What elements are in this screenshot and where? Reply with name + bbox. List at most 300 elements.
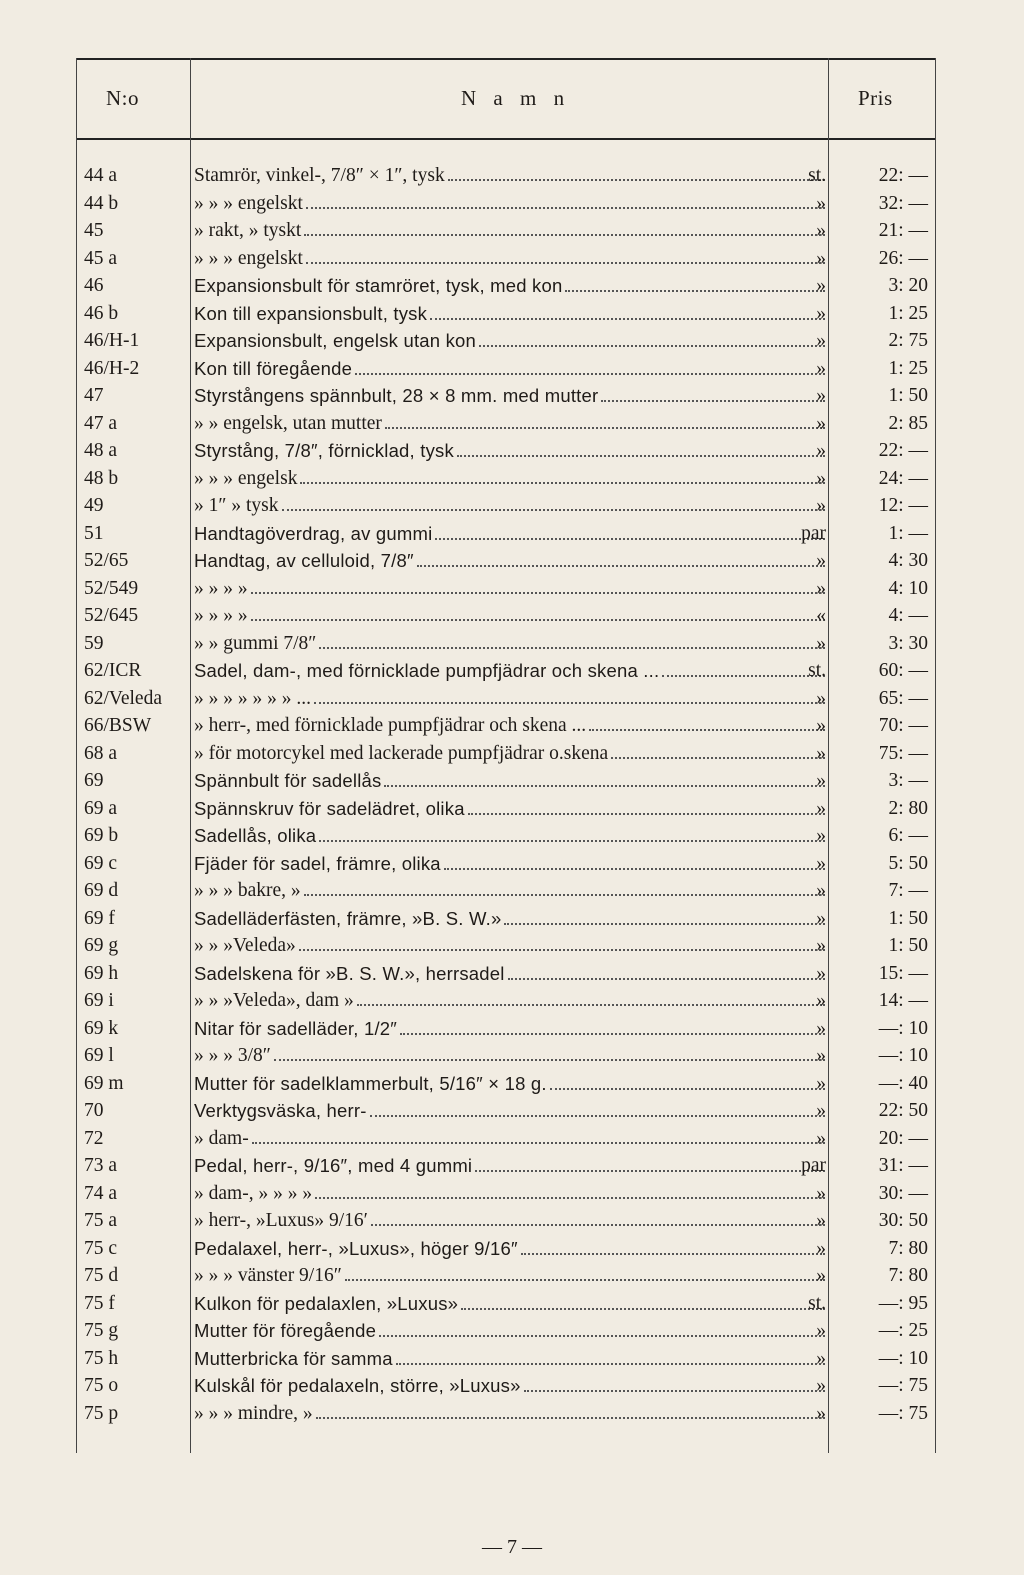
table-row: [76, 602, 936, 630]
dot-leader: [601, 400, 825, 402]
item-description-cell: [194, 1125, 828, 1153]
item-description-cell: [194, 1207, 828, 1235]
dot-leader: [430, 318, 825, 320]
dot-leader: [417, 565, 825, 567]
item-unit: »: [816, 247, 826, 269]
item-description-cell: [194, 520, 828, 548]
item-description: Spännskruv för sadelädret, olika: [194, 797, 465, 819]
item-description: » » » » » » » ...: [194, 687, 311, 709]
item-price: 65: —: [878, 687, 928, 709]
dot-leader: [274, 1059, 825, 1061]
item-description: Pedalaxel, herr-, »Luxus», höger 9/16″: [194, 1237, 518, 1259]
item-unit: »: [816, 220, 826, 241]
item-description: » » »Veleda», dam »: [194, 990, 354, 1011]
item-unit: »: [816, 687, 826, 709]
dot-leader: [611, 757, 825, 759]
table-row: [76, 795, 936, 823]
item-description: Mutterbricka för samma: [194, 1347, 393, 1369]
item-description: Sadelläderfästen, främre, »B. S. W.»: [194, 907, 502, 929]
item-unit: »: [816, 1045, 826, 1066]
item-number: 46/H-2: [84, 357, 140, 379]
item-unit: st.: [808, 660, 826, 681]
item-number: 69 c: [84, 852, 118, 874]
item-number: 75 a: [84, 1210, 118, 1231]
item-description-cell: [194, 355, 828, 383]
item-description-cell: [194, 300, 828, 328]
item-number: 49: [84, 495, 104, 516]
table-row: [76, 960, 936, 988]
item-description-cell: [194, 767, 828, 795]
item-number: 69 k: [84, 1017, 119, 1039]
item-unit: par: [801, 522, 826, 544]
item-unit: »: [816, 1347, 826, 1369]
dot-leader: [371, 1224, 825, 1226]
item-unit: »: [816, 550, 826, 571]
item-description-cell: [194, 547, 828, 575]
item-description: » herr-, med förnicklade pumpfjädrar och skena ...: [194, 715, 587, 736]
header-number: N:o: [106, 86, 139, 110]
item-number: 62/ICR: [84, 660, 142, 681]
item-price: 4: 10: [888, 577, 928, 599]
item-number: 45: [84, 220, 104, 241]
item-number: 75 g: [84, 1320, 119, 1341]
item-description: Nitar för sadelläder, 1/2″: [194, 1017, 398, 1039]
dot-leader: [457, 455, 825, 457]
top-rule: [76, 58, 936, 60]
item-description: » » »Veleda»: [194, 935, 296, 956]
item-price: 1: 50: [888, 907, 928, 929]
table-row: [76, 327, 936, 355]
item-description-cell: [194, 1235, 828, 1263]
item-price: 6: —: [888, 825, 928, 846]
dot-leader: [357, 1004, 825, 1006]
item-description-cell: [194, 1400, 828, 1428]
item-unit: «: [816, 605, 826, 626]
dot-leader: [306, 207, 825, 209]
header-rule: [76, 138, 936, 140]
item-description-cell: [194, 657, 828, 685]
item-description-cell: [194, 630, 828, 658]
item-description-cell: [194, 410, 828, 438]
item-description: » » » »: [194, 577, 248, 599]
item-description-cell: [194, 382, 828, 410]
item-price: —: 40: [878, 1072, 928, 1094]
dot-leader: [475, 1170, 825, 1172]
dot-leader: [435, 538, 825, 540]
dot-leader: [319, 840, 825, 842]
item-unit: »: [816, 357, 826, 379]
dot-leader: [252, 1142, 825, 1144]
dot-leader: [355, 373, 825, 375]
item-number: 59: [84, 632, 104, 654]
item-number: 75 c: [84, 1237, 118, 1259]
table-row: [76, 300, 936, 328]
item-number: 69 m: [84, 1072, 124, 1094]
item-price: 3: —: [888, 770, 928, 791]
item-price: 12: —: [878, 495, 928, 516]
item-description: » dam-: [194, 1127, 249, 1149]
dot-leader: [521, 1253, 825, 1255]
dot-leader: [306, 262, 825, 264]
item-unit: »: [816, 1127, 826, 1149]
table-row: [76, 1372, 936, 1400]
item-price: —: 75: [878, 1375, 928, 1396]
item-description: Sadellås, olika: [194, 825, 317, 846]
item-description-cell: [194, 740, 828, 768]
item-price: 4: —: [888, 605, 928, 626]
item-number: 70: [84, 1100, 104, 1121]
item-unit: »: [816, 1265, 826, 1286]
table-row: [76, 767, 936, 795]
item-description-cell: [194, 1070, 828, 1098]
table-row: [76, 987, 936, 1015]
dot-leader: [589, 729, 825, 731]
table-row: [76, 1235, 936, 1263]
item-price: 75: —: [878, 742, 928, 764]
item-number: 44 a: [84, 165, 118, 186]
item-unit: »: [816, 330, 826, 351]
item-number: 72: [84, 1127, 104, 1149]
item-price: —: 25: [878, 1320, 928, 1341]
item-number: 52/645: [84, 605, 139, 626]
item-description: Kon till föregående: [194, 357, 353, 379]
table-row: [76, 1207, 936, 1235]
dot-leader: [370, 1115, 825, 1117]
item-description: Pedal, herr-, 9/16″, med 4 gummi: [194, 1155, 473, 1176]
item-description: » » » engelsk: [194, 467, 298, 489]
dot-leader: [565, 290, 825, 292]
item-number: 69 a: [84, 797, 118, 819]
table-row: [76, 437, 936, 465]
item-number: 69 g: [84, 935, 119, 956]
dot-leader: [379, 1335, 825, 1337]
dot-leader: [314, 702, 825, 704]
item-unit: »: [816, 1320, 826, 1341]
item-unit: »: [816, 192, 826, 214]
item-number: 45 a: [84, 247, 118, 269]
item-number: 52/65: [84, 550, 129, 571]
item-description: Sadelskena för »B. S. W.», herrsadel: [194, 962, 505, 984]
dot-leader: [461, 1308, 825, 1310]
item-number: 74 a: [84, 1182, 118, 1204]
item-number: 75 p: [84, 1402, 119, 1424]
item-price: 1: 50: [888, 935, 928, 956]
item-unit: »: [816, 797, 826, 819]
dot-leader: [444, 868, 825, 870]
item-description-cell: [194, 1152, 828, 1180]
item-description: » » » 3/8″: [194, 1045, 271, 1066]
item-description-cell: [194, 1290, 828, 1318]
item-unit: »: [816, 1072, 826, 1094]
item-description-cell: [194, 1097, 828, 1125]
item-unit: »: [816, 577, 826, 599]
dot-leader: [479, 345, 825, 347]
item-description: Handtagöverdrag, av gummi: [194, 522, 433, 544]
item-unit: »: [816, 275, 826, 296]
item-number: 75 f: [84, 1292, 115, 1314]
item-price: 14: —: [878, 990, 928, 1011]
table-row: [76, 1042, 936, 1070]
item-price: 1: 25: [888, 302, 928, 324]
item-description-cell: [194, 245, 828, 273]
item-unit: »: [816, 742, 826, 764]
item-description: Expansionsbult, engelsk utan kon: [194, 330, 477, 351]
item-price: 31: —: [878, 1155, 928, 1176]
item-number: 75 h: [84, 1347, 119, 1369]
item-price: —: 10: [878, 1045, 928, 1066]
item-unit: »: [816, 467, 826, 489]
item-number: 51: [84, 522, 104, 544]
item-description: » » » engelskt: [194, 247, 303, 269]
item-price: 1: 50: [888, 385, 928, 406]
item-description-cell: [194, 1317, 828, 1345]
item-number: 69 d: [84, 880, 119, 901]
dot-leader: [384, 785, 825, 787]
item-description-cell: [194, 217, 828, 245]
item-description-cell: [194, 1262, 828, 1290]
table-row: [76, 850, 936, 878]
dot-leader: [304, 234, 825, 236]
item-description-cell: [194, 492, 828, 520]
item-description-cell: [194, 272, 828, 300]
header-price: Pris: [858, 86, 893, 110]
table-row: [76, 1015, 936, 1043]
item-number: 69: [84, 770, 104, 791]
table-row: [76, 1290, 936, 1318]
table-row: [76, 1097, 936, 1125]
item-price: 5: 50: [888, 852, 928, 874]
table-row: [76, 1317, 936, 1345]
item-number: 44 b: [84, 192, 119, 214]
item-price: 2: 75: [888, 330, 928, 351]
page-number: — 7 —: [482, 1536, 542, 1558]
table-row: [76, 630, 936, 658]
item-unit: »: [816, 632, 826, 654]
item-description: » » » bakre, »: [194, 880, 301, 901]
item-unit: »: [816, 990, 826, 1011]
table-body: [76, 162, 936, 1427]
item-price: 15: —: [878, 962, 928, 984]
item-description: Handtag, av celluloid, 7/8″: [194, 550, 414, 571]
header-name: N a m n: [461, 86, 571, 110]
dot-leader: [304, 894, 825, 896]
item-unit: »: [816, 770, 826, 791]
item-number: 66/BSW: [84, 715, 152, 736]
item-unit: »: [816, 440, 826, 461]
dot-leader: [524, 1390, 825, 1392]
item-price: 1: 25: [888, 357, 928, 379]
item-number: 52/549: [84, 577, 139, 599]
item-unit: »: [816, 385, 826, 406]
item-description: Styrstångens spännbult, 28 × 8 mm. med mutter: [194, 385, 599, 406]
item-unit: »: [816, 935, 826, 956]
item-description-cell: [194, 795, 828, 823]
item-price: 20: —: [878, 1127, 928, 1149]
item-price: 70: —: [878, 715, 928, 736]
item-number: 47 a: [84, 412, 118, 434]
dot-leader: [508, 978, 825, 980]
table-row: [76, 1152, 936, 1180]
dot-leader: [468, 813, 825, 815]
table-row: [76, 465, 936, 493]
item-price: 3: 30: [888, 632, 928, 654]
item-description-cell: [194, 1372, 828, 1400]
item-description-cell: [194, 960, 828, 988]
table-row: [76, 1180, 936, 1208]
dot-leader: [319, 647, 825, 649]
item-number: 75 o: [84, 1375, 119, 1396]
item-description-cell: [194, 905, 828, 933]
table-row: [76, 245, 936, 273]
dot-leader: [251, 592, 825, 594]
dot-leader: [400, 1033, 825, 1035]
item-unit: »: [816, 825, 826, 846]
item-price: 24: —: [878, 467, 928, 489]
table-row: [76, 877, 936, 905]
item-description: » rakt, » tyskt: [194, 220, 302, 241]
item-unit: st.: [808, 165, 826, 186]
item-description: Kulskål för pedalaxeln, större, »Luxus»: [194, 1375, 521, 1396]
item-unit: »: [816, 1210, 826, 1231]
item-number: 69 i: [84, 990, 114, 1011]
item-unit: »: [816, 852, 826, 874]
item-unit: »: [816, 302, 826, 324]
dot-leader: [504, 923, 825, 925]
item-description-cell: [194, 1345, 828, 1373]
item-number: 69 l: [84, 1045, 114, 1066]
item-description: Sadel, dam-, med förnicklade pumpfjädrar och skena ...: [194, 660, 660, 681]
item-description-cell: [194, 162, 828, 190]
item-description-cell: [194, 1015, 828, 1043]
item-price: —: 75: [878, 1402, 928, 1424]
item-number: 46: [84, 275, 104, 296]
item-description-cell: [194, 712, 828, 740]
item-price: 3: 20: [888, 275, 928, 296]
item-number: 48 a: [84, 440, 118, 461]
item-description: Mutter för sadelklammerbult, 5/16″ × 18 g.: [194, 1072, 547, 1094]
dot-leader: [448, 179, 825, 181]
item-description: Fjäder för sadel, främre, olika: [194, 852, 441, 874]
price-list-table: [76, 58, 936, 1538]
item-description-cell: [194, 987, 828, 1015]
table-row: [76, 217, 936, 245]
table-row: [76, 1400, 936, 1428]
dot-leader: [550, 1088, 825, 1090]
item-description: Expansionsbult för stamröret, tysk, med kon: [194, 275, 563, 296]
table-row: [76, 905, 936, 933]
dot-leader: [396, 1363, 825, 1365]
item-unit: »: [816, 1100, 826, 1121]
item-price: 2: 85: [888, 412, 928, 434]
item-description: Stamrör, vinkel-, 7/8″ × 1″, tysk: [194, 165, 445, 186]
item-number: 75 d: [84, 1265, 119, 1286]
item-description-cell: [194, 685, 828, 713]
item-description: » » engelsk, utan mutter: [194, 412, 382, 434]
item-price: 7: 80: [888, 1265, 928, 1286]
item-number: 69 b: [84, 825, 119, 846]
dot-leader: [385, 427, 825, 429]
item-price: —: 10: [878, 1347, 928, 1369]
item-description-cell: [194, 1180, 828, 1208]
item-description: » » » engelskt: [194, 192, 303, 214]
dot-leader: [300, 482, 825, 484]
item-description: » 1″ » tysk: [194, 495, 279, 516]
item-price: 60: —: [878, 660, 928, 681]
item-unit: »: [816, 1237, 826, 1259]
item-description: » för motorcykel med lackerade pumpfjädrar o.skena: [194, 742, 609, 764]
item-description: » herr-, »Luxus» 9/16′: [194, 1210, 368, 1231]
table-row: [76, 740, 936, 768]
item-description: Kulkon för pedalaxlen, »Luxus»: [194, 1292, 459, 1314]
item-description: » » » mindre, »: [194, 1402, 313, 1424]
item-number: 69 h: [84, 962, 119, 984]
table-row: [76, 1125, 936, 1153]
dot-leader: [251, 619, 825, 621]
item-unit: »: [816, 880, 826, 901]
item-unit: par: [801, 1155, 826, 1176]
item-description-cell: [194, 575, 828, 603]
item-description: » dam-, » » » »: [194, 1182, 313, 1204]
item-description-cell: [194, 602, 828, 630]
item-description-cell: [194, 190, 828, 218]
item-number: 62/Veleda: [84, 687, 162, 709]
item-unit: »: [816, 1017, 826, 1039]
item-description: Spännbult för sadellås: [194, 770, 382, 791]
table-row: [76, 190, 936, 218]
item-price: 30: —: [878, 1182, 928, 1204]
table-row: [76, 822, 936, 850]
item-description: » » » vänster 9/16″: [194, 1265, 342, 1286]
item-description-cell: [194, 1042, 828, 1070]
table-row: [76, 1262, 936, 1290]
dot-leader: [316, 1417, 825, 1419]
dot-leader: [315, 1197, 825, 1199]
item-price: 22: —: [878, 165, 928, 186]
item-unit: »: [816, 907, 826, 929]
item-number: 46 b: [84, 302, 119, 324]
item-number: 48 b: [84, 467, 119, 489]
item-description: Verktygsväska, herr-: [194, 1100, 367, 1121]
item-price: 22: 50: [878, 1100, 928, 1121]
item-unit: »: [816, 412, 826, 434]
item-price: —: 10: [878, 1017, 928, 1039]
item-price: —: 95: [878, 1292, 928, 1314]
item-description: Kon till expansionsbult, tysk: [194, 302, 428, 324]
dot-leader: [662, 675, 825, 677]
table-row: [76, 272, 936, 300]
item-description: Mutter för föregående: [194, 1320, 377, 1341]
item-number: 68 a: [84, 742, 118, 764]
table-row: [76, 1070, 936, 1098]
table-row: [76, 575, 936, 603]
table-row: [76, 355, 936, 383]
item-price: 32: —: [878, 192, 928, 214]
table-row: [76, 685, 936, 713]
table-row: [76, 410, 936, 438]
table-row: [76, 712, 936, 740]
table-row: [76, 1345, 936, 1373]
item-unit: »: [816, 1182, 826, 1204]
item-price: 1: —: [888, 522, 928, 544]
dot-leader: [345, 1279, 825, 1281]
item-price: 26: —: [878, 247, 928, 269]
item-description: Styrstång, 7/8″, förnicklad, tysk: [194, 440, 454, 461]
item-price: 4: 30: [888, 550, 928, 571]
item-description-cell: [194, 850, 828, 878]
table-row: [76, 382, 936, 410]
table-row: [76, 520, 936, 548]
item-unit: st.: [808, 1292, 826, 1314]
